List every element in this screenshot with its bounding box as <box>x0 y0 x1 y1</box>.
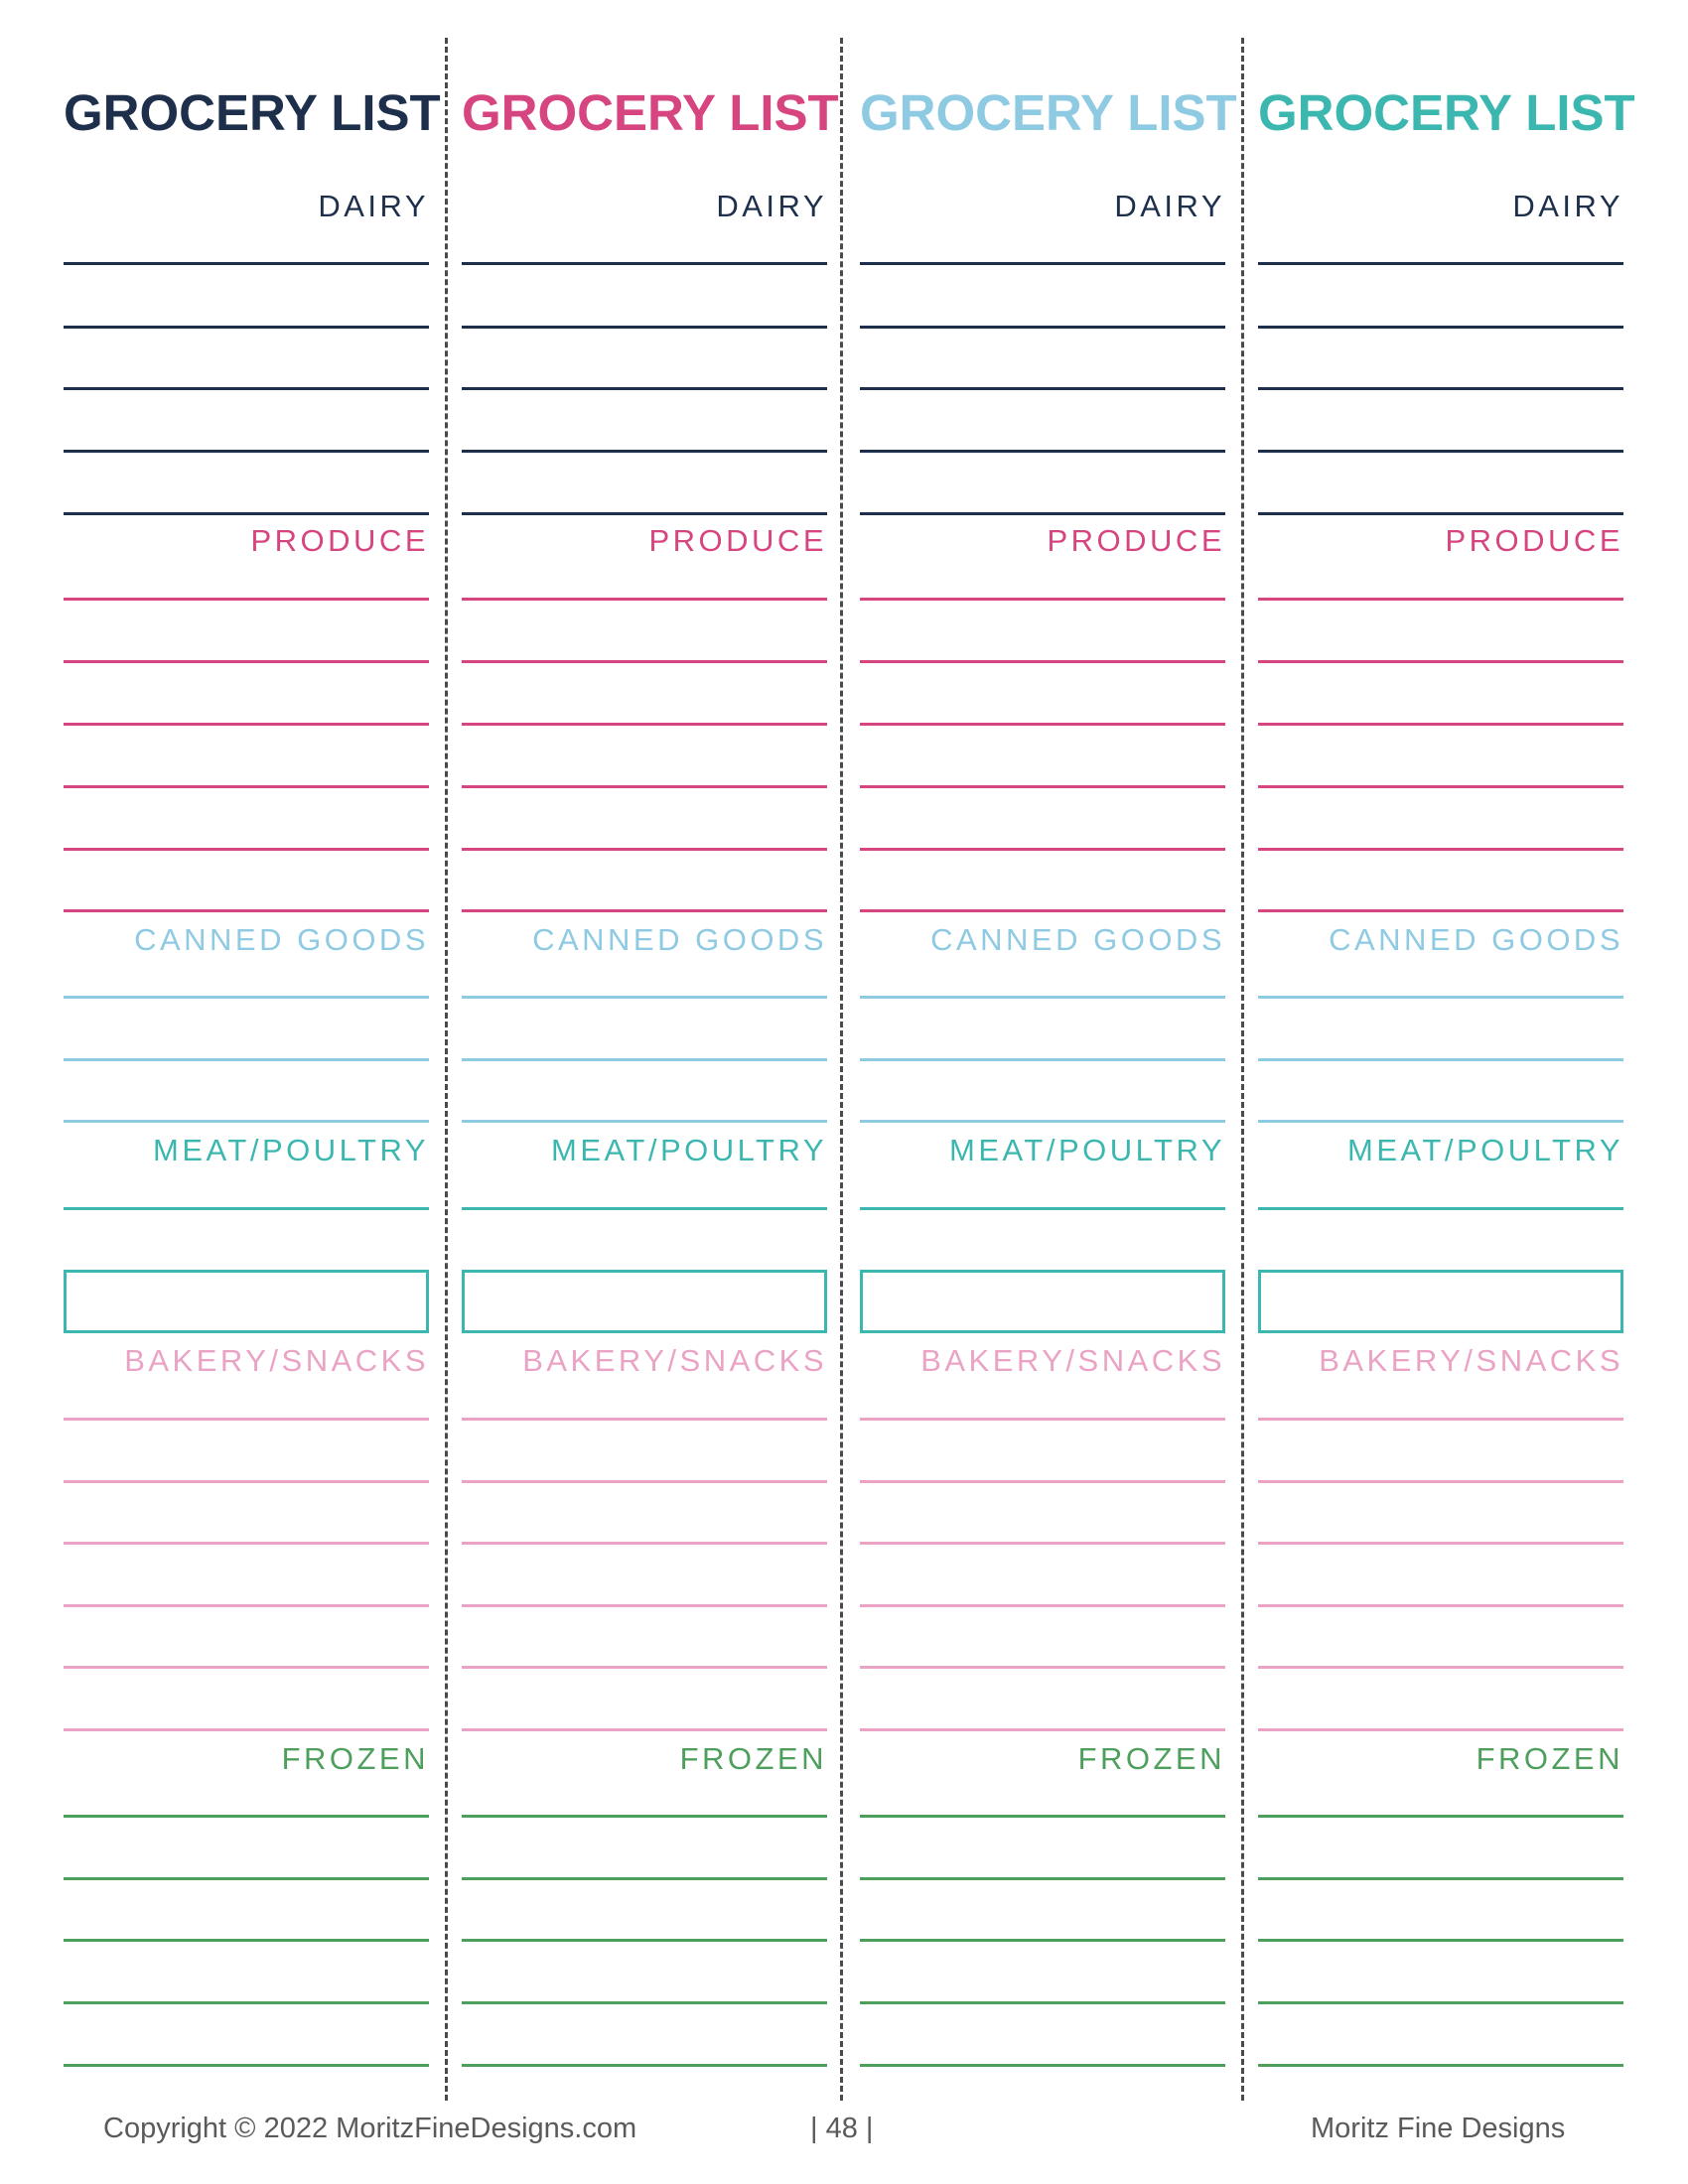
grocery-list-column <box>860 0 1237 2184</box>
write-in-line[interactable] <box>1258 450 1623 453</box>
write-in-line[interactable] <box>860 1666 1225 1669</box>
write-in-line[interactable] <box>462 1728 827 1731</box>
write-in-line[interactable] <box>860 996 1225 999</box>
write-in-line[interactable] <box>462 996 827 999</box>
write-in-line[interactable] <box>64 1480 429 1483</box>
write-in-line[interactable] <box>462 1666 827 1669</box>
section-heading-canned-goods: CANNED GOODS <box>532 922 827 957</box>
write-in-line[interactable] <box>64 785 429 788</box>
section-heading-dairy: DAIRY <box>318 189 429 223</box>
write-in-line[interactable] <box>462 1815 827 1818</box>
write-in-line[interactable] <box>1258 1480 1623 1483</box>
write-in-line[interactable] <box>462 2001 827 2004</box>
write-in-line[interactable] <box>462 1939 827 1942</box>
write-in-line[interactable] <box>1258 785 1623 788</box>
write-in-line[interactable] <box>64 2064 429 2067</box>
write-in-line[interactable] <box>860 785 1225 788</box>
write-in-line[interactable] <box>462 1542 827 1545</box>
write-in-line[interactable] <box>860 1728 1225 1731</box>
write-in-line[interactable] <box>860 1418 1225 1421</box>
write-in-line[interactable] <box>860 1877 1225 1880</box>
section-heading-frozen: FROZEN <box>281 1741 429 1776</box>
write-in-line[interactable] <box>64 723 429 726</box>
cut-line-divider <box>840 38 843 2101</box>
write-in-line[interactable] <box>1258 1877 1623 1880</box>
section-heading-produce: PRODUCE <box>1445 523 1623 558</box>
section-heading-meat-poultry: MEAT/POULTRY <box>153 1133 429 1167</box>
write-in-line[interactable] <box>64 262 429 265</box>
section-heading-meat-poultry: MEAT/POULTRY <box>949 1133 1225 1167</box>
write-in-line[interactable] <box>860 1542 1225 1545</box>
section-heading-canned-goods: CANNED GOODS <box>930 922 1225 957</box>
write-in-line[interactable] <box>64 1604 429 1607</box>
write-in-line[interactable] <box>1258 1058 1623 1061</box>
write-in-line[interactable] <box>462 1058 827 1061</box>
write-in-line[interactable] <box>860 1939 1225 1942</box>
write-in-line[interactable] <box>860 512 1225 515</box>
write-in-line[interactable] <box>860 848 1225 851</box>
write-in-line[interactable] <box>1258 2064 1623 2067</box>
write-in-line[interactable] <box>860 387 1225 390</box>
write-in-line[interactable] <box>1258 1120 1623 1123</box>
write-in-line[interactable] <box>64 1939 429 1942</box>
write-in-line[interactable] <box>1258 512 1623 515</box>
write-in-box[interactable] <box>462 1270 827 1333</box>
grocery-list-title: GROCERY LIST <box>64 84 441 141</box>
write-in-line[interactable] <box>860 723 1225 726</box>
grocery-list-title: GROCERY LIST <box>860 84 1237 141</box>
write-in-line[interactable] <box>1258 262 1623 265</box>
write-in-line[interactable] <box>462 2064 827 2067</box>
write-in-line[interactable] <box>64 1666 429 1669</box>
write-in-line[interactable] <box>64 660 429 663</box>
write-in-line[interactable] <box>462 450 827 453</box>
section-heading-dairy: DAIRY <box>1512 189 1623 223</box>
write-in-line[interactable] <box>1258 598 1623 601</box>
write-in-line[interactable] <box>462 1480 827 1483</box>
write-in-line[interactable] <box>64 1877 429 1880</box>
write-in-line[interactable] <box>1258 387 1623 390</box>
write-in-line[interactable] <box>1258 848 1623 851</box>
write-in-line[interactable] <box>462 387 827 390</box>
write-in-line[interactable] <box>64 1058 429 1061</box>
brand-name: Moritz Fine Designs <box>1311 2113 1566 2144</box>
write-in-line[interactable] <box>860 1604 1225 1607</box>
write-in-line[interactable] <box>1258 660 1623 663</box>
write-in-box[interactable] <box>860 1270 1225 1333</box>
write-in-line[interactable] <box>462 1120 827 1123</box>
write-in-line[interactable] <box>462 1418 827 1421</box>
grocery-list-column <box>462 0 839 2184</box>
write-in-line[interactable] <box>860 326 1225 329</box>
write-in-line[interactable] <box>860 1480 1225 1483</box>
write-in-line[interactable] <box>64 1728 429 1731</box>
write-in-box[interactable] <box>64 1270 429 1333</box>
write-in-line[interactable] <box>860 660 1225 663</box>
section-heading-canned-goods: CANNED GOODS <box>134 922 429 957</box>
section-heading-frozen: FROZEN <box>1476 1741 1623 1776</box>
write-in-line[interactable] <box>462 326 827 329</box>
write-in-line[interactable] <box>64 387 429 390</box>
write-in-line[interactable] <box>860 1207 1225 1210</box>
write-in-line[interactable] <box>64 598 429 601</box>
write-in-line[interactable] <box>64 326 429 329</box>
section-heading-produce: PRODUCE <box>250 523 429 558</box>
write-in-line[interactable] <box>462 512 827 515</box>
write-in-line[interactable] <box>462 1207 827 1210</box>
write-in-line[interactable] <box>1258 1418 1623 1421</box>
write-in-line[interactable] <box>1258 723 1623 726</box>
write-in-line[interactable] <box>860 598 1225 601</box>
write-in-line[interactable] <box>860 450 1225 453</box>
write-in-line[interactable] <box>462 262 827 265</box>
write-in-line[interactable] <box>64 996 429 999</box>
write-in-line[interactable] <box>1258 1207 1623 1210</box>
write-in-line[interactable] <box>1258 1604 1623 1607</box>
section-heading-meat-poultry: MEAT/POULTRY <box>551 1133 827 1167</box>
write-in-line[interactable] <box>860 1120 1225 1123</box>
section-heading-frozen: FROZEN <box>1077 1741 1225 1776</box>
write-in-line[interactable] <box>462 785 827 788</box>
write-in-line[interactable] <box>462 660 827 663</box>
write-in-line[interactable] <box>64 2001 429 2004</box>
section-heading-dairy: DAIRY <box>716 189 827 223</box>
grocery-list-column <box>1258 0 1635 2184</box>
write-in-line[interactable] <box>860 1058 1225 1061</box>
section-heading-bakery-snacks: BAKERY/SNACKS <box>1319 1343 1623 1378</box>
section-heading-bakery-snacks: BAKERY/SNACKS <box>522 1343 827 1378</box>
cut-line-divider <box>445 38 448 2101</box>
write-in-line[interactable] <box>1258 996 1623 999</box>
write-in-line[interactable] <box>64 1815 429 1818</box>
write-in-line[interactable] <box>860 262 1225 265</box>
section-heading-produce: PRODUCE <box>648 523 827 558</box>
write-in-line[interactable] <box>1258 326 1623 329</box>
write-in-line[interactable] <box>64 909 429 912</box>
write-in-line[interactable] <box>462 598 827 601</box>
section-heading-dairy: DAIRY <box>1114 189 1225 223</box>
write-in-line[interactable] <box>462 723 827 726</box>
write-in-line[interactable] <box>1258 1815 1623 1818</box>
write-in-line[interactable] <box>1258 1666 1623 1669</box>
section-heading-produce: PRODUCE <box>1047 523 1225 558</box>
copyright-text: Copyright © 2022 MoritzFineDesigns.com <box>103 2113 637 2144</box>
write-in-line[interactable] <box>860 909 1225 912</box>
write-in-line[interactable] <box>64 1120 429 1123</box>
page-number: | 48 | <box>810 2113 874 2144</box>
grocery-list-title: GROCERY LIST <box>1258 84 1635 141</box>
write-in-line[interactable] <box>860 2001 1225 2004</box>
write-in-line[interactable] <box>462 1877 827 1880</box>
grocery-list-column <box>64 0 441 2184</box>
section-heading-bakery-snacks: BAKERY/SNACKS <box>124 1343 429 1378</box>
write-in-line[interactable] <box>1258 2001 1623 2004</box>
section-heading-bakery-snacks: BAKERY/SNACKS <box>920 1343 1225 1378</box>
write-in-line[interactable] <box>64 1418 429 1421</box>
write-in-line[interactable] <box>1258 909 1623 912</box>
write-in-line[interactable] <box>1258 1939 1623 1942</box>
write-in-line[interactable] <box>64 848 429 851</box>
write-in-line[interactable] <box>462 1604 827 1607</box>
grocery-list-title: GROCERY LIST <box>462 84 839 141</box>
write-in-line[interactable] <box>64 1542 429 1545</box>
write-in-line[interactable] <box>64 1207 429 1210</box>
write-in-line[interactable] <box>860 2064 1225 2067</box>
write-in-line[interactable] <box>64 450 429 453</box>
write-in-line[interactable] <box>462 848 827 851</box>
section-heading-frozen: FROZEN <box>679 1741 827 1776</box>
write-in-line[interactable] <box>462 909 827 912</box>
write-in-line[interactable] <box>860 1815 1225 1818</box>
section-heading-meat-poultry: MEAT/POULTRY <box>1347 1133 1623 1167</box>
write-in-line[interactable] <box>1258 1728 1623 1731</box>
section-heading-canned-goods: CANNED GOODS <box>1329 922 1623 957</box>
cut-line-divider <box>1241 38 1244 2101</box>
write-in-line[interactable] <box>1258 1542 1623 1545</box>
write-in-box[interactable] <box>1258 1270 1623 1333</box>
write-in-line[interactable] <box>64 512 429 515</box>
